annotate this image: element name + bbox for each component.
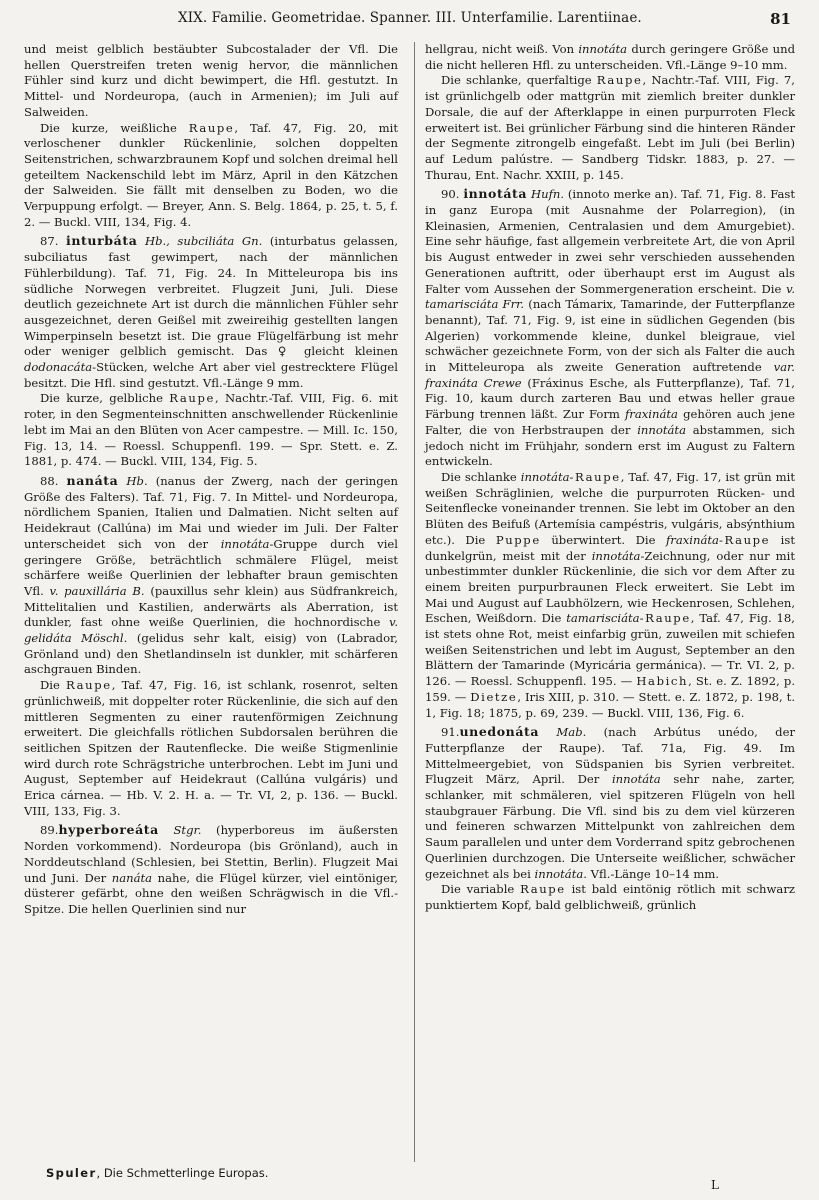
text-run: Die bbox=[40, 678, 67, 693]
paragraph bbox=[425, 73, 795, 183]
italic-term: fraxináta bbox=[666, 532, 719, 547]
text-run: Die kurze, weißliche bbox=[40, 120, 189, 135]
text-run: Die schlanke bbox=[441, 469, 521, 484]
italic-term: innotáta bbox=[520, 469, 570, 484]
text-run: , St. e. Z. 1892, p. 159. — bbox=[425, 674, 796, 704]
text-run: (hyperboreus im äußersten Norden vorkommend). Nordeuropa (bis Grönland), auch in Norddeutschland (Schlesien, bei Stettin, Berlin). Flugzeit Mai und Juni. Der bbox=[24, 823, 398, 885]
italic-term: tamarisciáta bbox=[566, 611, 640, 626]
paragraph bbox=[24, 678, 398, 819]
species-entry-87 bbox=[24, 233, 398, 391]
text-run: abstammen, sich jedoch nicht im Frühjahr, sondern erst im August zu Faltern entwickeln. bbox=[425, 422, 795, 469]
italic-term: innotáta bbox=[578, 42, 628, 56]
italic-term: var. fraxináta Crewe bbox=[425, 360, 795, 390]
species-entry-88 bbox=[24, 473, 398, 678]
signature-mark: L bbox=[711, 1178, 719, 1192]
entry-number: 90. bbox=[441, 187, 464, 202]
keyword-raupe: Raupe bbox=[520, 882, 566, 897]
text-run: . Vfl.-Länge 10–14 mm. bbox=[583, 866, 720, 881]
text-run: Die schlanke, querfaltige bbox=[441, 73, 597, 88]
footer-author: Spuler bbox=[46, 1166, 97, 1180]
text-run: Die kurze, gelbliche bbox=[40, 391, 170, 406]
text-run: (nach Támarix, Tamarinde, der Futterpflanze benannt), Taf. 71, Fig. 9, ist eine in südlichen Gegenden (bis Algerien) vorkommende kleine, dunkel bleigraue, viel schwächer gezeichnete Form, von der sich als Falter die auch in Mitteleuropa als zweite Generation auftretende bbox=[425, 297, 795, 375]
italic-term: innotáta bbox=[611, 772, 661, 787]
right-column bbox=[425, 42, 795, 914]
paragraph bbox=[24, 121, 398, 231]
keyword-raupe: Raupe bbox=[188, 120, 235, 135]
entry-number: 87. bbox=[40, 234, 66, 249]
keyword-raupe: Raupe bbox=[66, 678, 112, 693]
keyword-puppe: Puppe bbox=[495, 532, 541, 547]
species-author: Mab. bbox=[539, 725, 587, 740]
text-run: sehr nahe, zarter, schlanker, mit schmäleren, viel spitzeren Flügeln von hell staubgrauer Färbung. Die Vfl. sind bis zu dem viel kürzeren und feineren schwarzen Mittelpunkt von zahlreichen dem Saum parallelen und unter dem Vorderrand spitz gebrochenen Querlinien durchzogen. Die Unterseite weißlicher, schwächer gezeichnet als bei bbox=[425, 772, 795, 881]
text-run: hellgrau, nicht weiß. Von bbox=[425, 42, 579, 56]
text-run: , Nachtr.-Taf. VIII, Fig. 6. mit roter, in den Segmenteinschnitten anschwellender Rückenlinie lebt im Mai an den Blüten von Acer campestre. — Mill. Ic. 150, Fig. 13, 14. — Roessl. Schuppenfl. 199. — Spr. Stett. e. Z. 1881, p. 474. — Buckl. VIII, 134, Fig. 5. bbox=[24, 391, 398, 469]
text-run: , Taf. 47, Fig. 17, ist grün mit weißen Schräglinien, welche die purpurroten Rücken- und Seitenflecke voneinander trennen. Sie lebt im Oktober an den Blüten des Beifuß (Artemísia campéstris, vulgáris, absýnthium etc.). Die bbox=[425, 469, 795, 547]
keyword-raupe: -Raupe bbox=[569, 469, 621, 484]
keyword-raupe: Raupe bbox=[169, 391, 215, 406]
text-run: (gelidus sehr kalt, eisig) von (Labrador, Grönland und) den Shetlandinseln ist dunkler, mit schärferen aschgrauen Binden. bbox=[24, 631, 398, 677]
text-run: (pauxillus sehr klein) aus Südfrankreich, Mittelitalien und Kastilien, anderwärts als Aberration, ist dunkler, fast ohne weiße Querlinien, die hochnordische bbox=[24, 583, 398, 630]
italic-term: innotáta bbox=[591, 548, 641, 563]
text-run: -Stücken, welche Art aber viel gestrecktere Flügel besitzt. Die Hfl. sind gestutzt. Vfl.-Länge 9 mm. bbox=[24, 360, 398, 390]
species-author: Hufn. bbox=[527, 187, 565, 202]
keyword-raupe: Raupe bbox=[596, 73, 643, 88]
author-name: Dietze bbox=[470, 689, 518, 704]
keyword-raupe: -Raupe bbox=[639, 611, 691, 626]
text-run: , Taf. 47, Fig. 20, mit verloschener dunkler Rückenlinie, solchen doppelten Seitenstrichen, schwarzbraunem Kopf und solchen dreimal hell geteiltem Nackenschild lebt im März, April in den Kätzchen der Salweiden. Sie fällt mit denselben zu Boden, wo die Verpuppung erfolgt. — Breyer, Ann. S. Belg. 1864, p. 25, t. 5, f. 2. — Buckl. VIII, 134, Fig. 4. bbox=[24, 120, 398, 229]
entry-number: 91. bbox=[441, 725, 460, 740]
paragraph bbox=[425, 42, 795, 73]
text-run: ist bald eintönig rötlich mit schwarz punktiertem Kopf, bald gelblichweiß, grünlich bbox=[425, 882, 795, 912]
italic-term: innotáta bbox=[220, 536, 270, 551]
text-run: (inturbatus gelassen, subciliatus fast gewimpert, nach der männlichen Fühlerbildung). Taf. 71, Fig. 24. In Mitteleuropa bis ins südliche Norwegen verbreitet. Flugzeit Juni, Juli. Diese deutlich gezeichnete Art ist durch die männlichen Fühler sehr ausgezeichnet, deren Geißel mit zweireihig gestellten langen Wimperpinseln besetzt ist. Die graue Flügelfärbung ist mehr oder weniger gelblich gemischt. Das ♀ gleicht kleinen bbox=[24, 234, 399, 359]
species-name: hyperboreáta bbox=[58, 822, 159, 838]
text-run: nahe, die Flügel kürzer, viel eintöniger, düsterer gefärbt, ohne den weißen Schrägwisch in die Vfl.-Spitze. Die hellen Querlinien sind nur bbox=[24, 870, 398, 916]
species-entry-89 bbox=[24, 822, 398, 917]
species-name: unedonáta bbox=[459, 724, 540, 740]
running-title: XIX. Familie. Geometridae. Spanner. III. Unterfamilie. Larentiinae. bbox=[178, 10, 642, 26]
text-run: , Taf. 47, Fig. 16, ist schlank, rosenrot, selten grünlichweiß, mit doppelter roter Rückenlinie, die sich auf den mittleren Segmenten zu einer rautenförmigen Zeichnung erweitert. Die gleichfalls rötlichen Subdorsalen berühren die seitlichen Spitzen der Rautenflecke. Die weiße Stigmenlinie wird durch rote Schrägstriche unterbrochen. Lebt im Juni und August, September auf Heidekraut (Callúna vulgáris) und Erica cárnea. — Hb. V. 2. H. a. — Tr. VI, 2, p. 136. — Buckl. VIII, 133, Fig. 3. bbox=[24, 678, 398, 818]
text-run: (innoto merke an). Taf. 71, Fig. 8. Fast in ganz Europa (mit Ausnahme der Polarregion), (in Kleinasien, Armenien, Centralasien und dem Amurgebiet). Eine sehr häufige, fast allgemein verbreitete Art, die von April bis August entweder in zwei sehr verschieden aussehenden Generationen auftritt, oder überhaupt erst im August als Falter vom Aussehen der Sommergeneration erscheint. Die bbox=[425, 187, 795, 296]
species-name: nanáta bbox=[66, 472, 119, 488]
paragraph bbox=[425, 882, 795, 913]
species-entry-91 bbox=[425, 724, 795, 882]
text-run: Die variable bbox=[441, 882, 521, 897]
paragraph bbox=[425, 470, 795, 721]
entry-number: 88. bbox=[40, 473, 67, 488]
text-run: durch geringere Größe und die nicht helleren Hfl. zu unterscheiden. Vfl.-Länge 9–10 mm. bbox=[425, 42, 795, 72]
paragraph bbox=[24, 391, 398, 470]
italic-term: v. tamarisciáta Frr. bbox=[425, 281, 795, 312]
text-run: ist dunkelgrün, meist mit der bbox=[425, 532, 795, 563]
species-entry-90 bbox=[425, 186, 795, 470]
keyword-raupe: -Raupe bbox=[718, 532, 771, 547]
running-header bbox=[0, 6, 819, 36]
left-column bbox=[24, 42, 398, 918]
footer-book-title: , Die Schmetterlinge Europas. bbox=[96, 1166, 269, 1180]
text-run: , Iris XIII, p. 310. — Stett. e. Z. 1872, p. 198, t. 1, Fig. 18; 1875, p. 69, 239. — Buckl. VIII, 136, Fig. 6. bbox=[425, 689, 796, 720]
text-run: überwintert. Die bbox=[540, 532, 667, 547]
italic-term: fraxináta bbox=[625, 407, 678, 422]
text-run: , Taf. 47, Fig. 18, ist stets ohne Rot, meist einfarbig grün, zuweilen mit schiefen weißen Seitenstrichen und lebt im August, September an den Blättern der Tamarinde (Myricária germánica). — Tr. VI. 2, p. 126. — Roessl. Schuppenfl. 195. — bbox=[425, 611, 795, 689]
italic-term: innotáta bbox=[637, 422, 686, 437]
italic-term: nanáta bbox=[111, 870, 153, 885]
paragraph: und meist gelblich bestäubter Subcostalader der Vfl. Die hellen Querstreifen treten wenig hervor, die männlichen Fühler sind kurz und dicht bewimpert, die Hfl. gestutzt. In Mittel- und Nordeuropa, (auch in Armenien); im Juli auf Salweiden. bbox=[24, 42, 398, 119]
species-author: Stgr. bbox=[158, 823, 202, 838]
entry-number: 89. bbox=[40, 823, 59, 838]
italic-term: v. pauxillária B. bbox=[49, 583, 145, 598]
text-run: -Zeichnung, oder nur mit unbestimmter dunkler Rückenlinie, die sich vor dem After zu einem breiten purpurbraunen Fleck erweitert. Sie Lebt im Mai und August auf Laubhölzern, wie Heckenrosen, Schlehen, Eschen, Weißdorn. Die bbox=[425, 548, 795, 626]
text-run: , Nachtr.-Taf. VIII, Fig. 7, ist grünlichgelb oder mattgrün mit ziemlich breiter dunkler Dorsale, die auf der Afterklappe in einen purpurroten Fleck erweitert ist. Bei grünlicher Färbung sind die hinteren Ränder der Segmente zitrongelb eingefaßt. Lebt im Juli (bei Berlin) auf Ledum palústre. — Sandberg Tidskr. 1883, p. 27. — Thurau, Ent. Nachr. XXIII, p. 145. bbox=[425, 73, 795, 182]
column-divider bbox=[414, 42, 415, 1162]
text-run: (nach Arbútus unédo, der Futterpflanze der Raupe). Taf. 71a, Fig. 49. Im Mittelmeergebiet, von Südspanien bis Syrien verbreitet. Flugzeit März, April. Der bbox=[425, 725, 795, 787]
italic-term: v. gelidáta Möschl. bbox=[24, 615, 398, 646]
text-run: gehören auch jene Falter, die von Herbstraupen der bbox=[425, 407, 795, 437]
text-run: (nanus der Zwerg, nach der geringen Größe des Falters). Taf. 71, Fig. 7. In Mittel- und Nordeuropa, nördlichem Spanien, Italien und Dalmatien. Nicht selten auf Heidekraut (Callúna) im Mai und wieder im Juli. Der Falter unterscheidet sich von der bbox=[24, 473, 398, 551]
text-run: (Fráxinus Esche, als Futterpflanze), Taf. 71, Fig. 10, kaum durch zarteren Bau und etwas heller graue Färbung trennen läßt. Zur Form bbox=[425, 375, 795, 422]
species-name: inturbáta bbox=[66, 233, 138, 249]
author-name: Habich bbox=[636, 674, 689, 689]
text-run: -Gruppe durch viel geringere Größe, beträchtlich schmälere Flügel, meist schärfere weiße Querlinien der lebhafter braun gemischten Vfl. bbox=[24, 536, 398, 598]
species-author: Hb., subciliáta Gn. bbox=[137, 234, 263, 249]
italic-term: innotáta bbox=[534, 866, 584, 881]
species-author: Hb. bbox=[118, 473, 148, 488]
species-name: innotáta bbox=[463, 186, 528, 202]
italic-term: dodonacáta bbox=[24, 360, 93, 375]
footer-imprint bbox=[46, 1166, 268, 1180]
page-number: 81 bbox=[770, 10, 791, 28]
